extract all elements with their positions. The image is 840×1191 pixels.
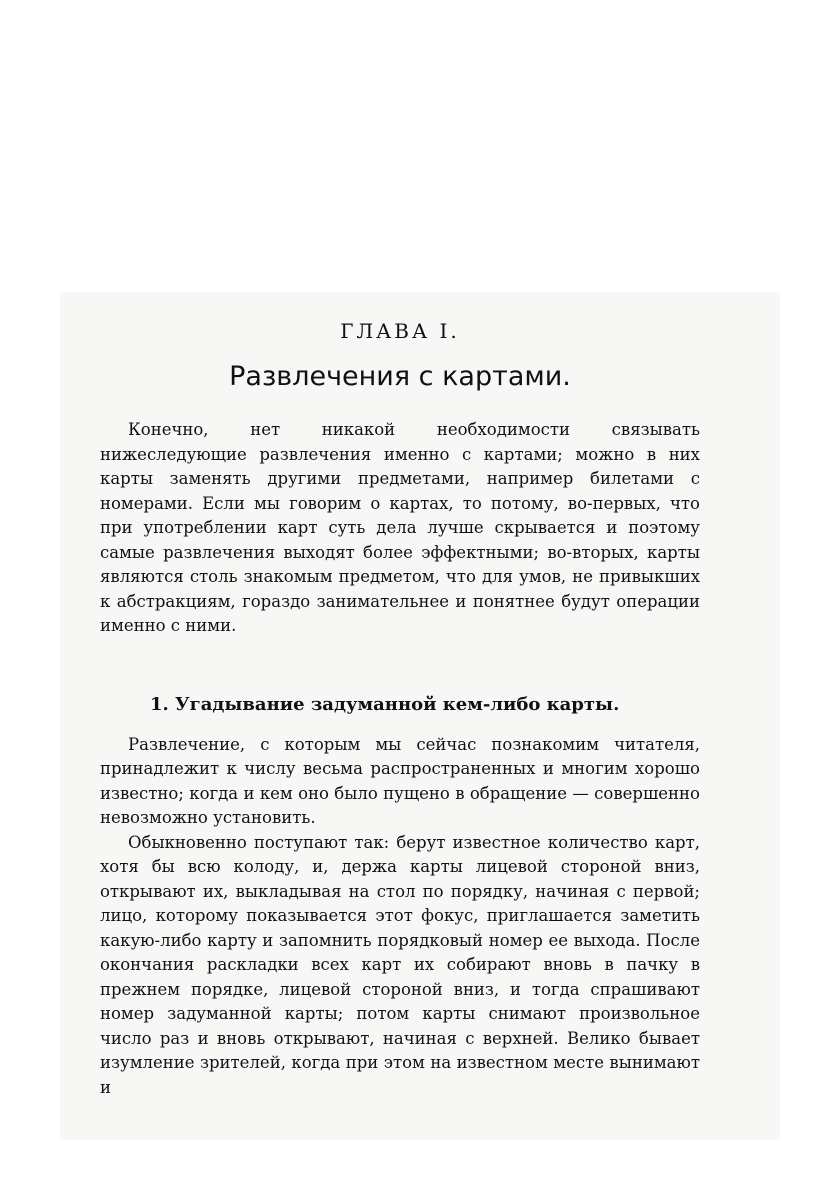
intro-paragraph: Конечно, нет никакой необходимости связывать нижеследующие развлечения именно с картами; можно в них карты заменять другими предметами, например билетами с номерами. Если мы говорим о картах, то потому, во-первых, что при употреблении карт суть дела лучше скрывается и поэтому самые развлечения выходят более эффектными; во-вторых, карты являются столь знакомым предметом, что для умов, не привыкших к абстракциям, гораздо занимательнее и понятнее будут операции именно с ними. (100, 420, 700, 635)
chapter-title: Развлечения с картами. (229, 361, 571, 392)
page-content (100, 316, 700, 1100)
chapter-label: ГЛАВА I. (340, 319, 460, 343)
section-heading: 1. Угадывание задуманной кем-либо карты. (150, 693, 620, 715)
section-paragraph-1: Развлечение, с которым мы сейчас познакомим читателя, принадлежит к числу весьма распространенных и многим хорошо известно; когда и кем оно было пущено в обращение — совершенно невозможно установить. (100, 734, 700, 827)
section-paragraph-2: Обыкновенно поступают так: берут известное количество карт, хотя бы всю колоду, и, держа карты лицевой стороной вниз, открывают их, выкладывая на стол по порядку, начиная с первой; лицо, которому показывается этот фокус, приглашается заметить какую-либо карту и запомнить порядковый номер ее выхода. После окончания раскладки всех карт их собирают вновь в пачку в прежнем порядке, лицевой стороной вниз, и тогда спрашивают номер задуманной карты; потом карты снимают произвольное число раз и вновь открывают, начиная с верхней. Велико бывает изумление зрителей, когда при этом на известном месте вынимают и (100, 832, 700, 1097)
